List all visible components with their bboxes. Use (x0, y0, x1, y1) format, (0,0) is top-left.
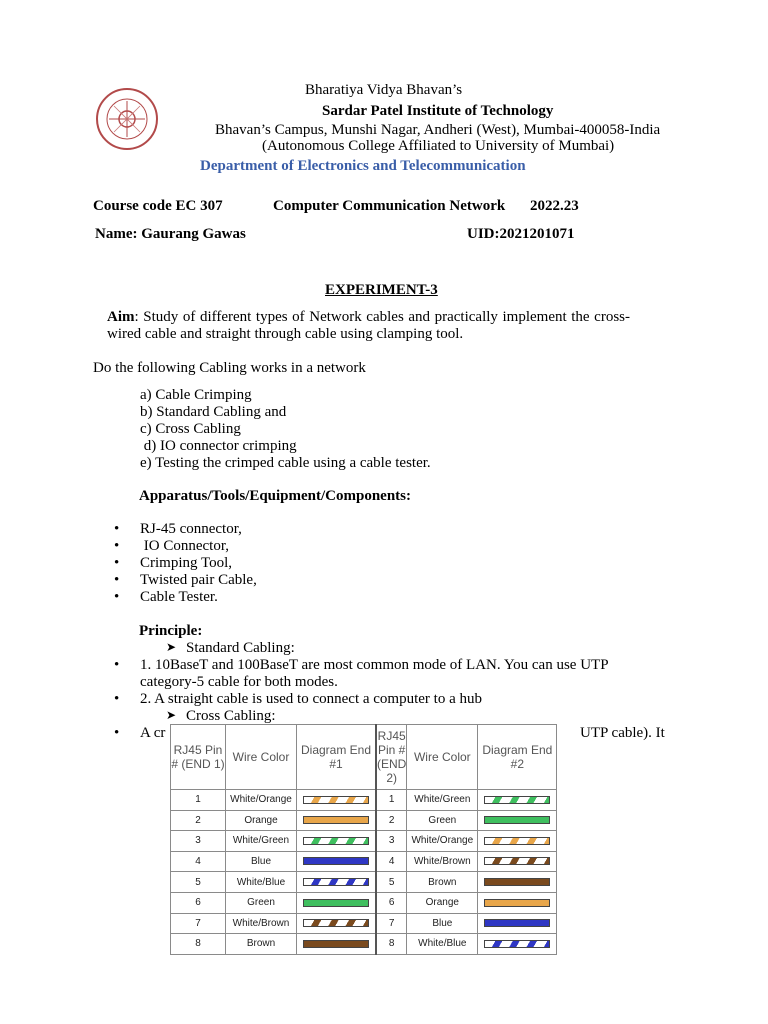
header-address: Bhavan’s Campus, Munshi Nagar, Andheri (West), Mumbai-400058-India (215, 122, 661, 138)
wire-swatch (484, 940, 550, 948)
wire-color-cell: Orange (407, 892, 478, 913)
pin-cell: 3 (171, 831, 226, 852)
apparatus-list (114, 521, 257, 606)
wire-swatch (303, 837, 369, 845)
pinout-table (170, 724, 578, 954)
institute-seal-icon (94, 86, 160, 152)
wire-color-cell: Green (407, 810, 478, 831)
aim-text: : Study of different types of Network cables and practically implement the cross-wired cable and straight through cable using clamping tool. (107, 309, 630, 342)
header-pin-end1: RJ45 Pin # (END 1) (171, 725, 226, 790)
apparatus-heading: Apparatus/Tools/Equipment/Components: (139, 488, 412, 504)
principle-point-1-cont: category-5 cable for both modes. (140, 674, 338, 690)
pin-cell: 5 (171, 872, 226, 893)
header-wire-color-2: Wire Color (407, 725, 478, 790)
principle-point-3-start: • A cr (114, 725, 166, 741)
pin-cell: 7 (376, 913, 407, 934)
list-item: • RJ-45 connector, (114, 521, 242, 537)
wire-swatch (303, 878, 369, 886)
pin-cell: 8 (376, 934, 407, 955)
list-item-text: IO Connector, (140, 538, 229, 554)
wire-diagram-cell (297, 892, 377, 913)
wire-swatch (484, 878, 550, 886)
wire-color-cell: White/Orange (226, 790, 297, 811)
table-row (171, 790, 557, 811)
list-item: • Crimping Tool, (114, 555, 233, 571)
table-row (171, 913, 557, 934)
wire-color-cell: White/Brown (226, 913, 297, 934)
cross-cabling-label: ➤ Cross Cabling: (166, 708, 276, 724)
course-name: Computer Communication Network (273, 198, 506, 214)
table-row (171, 872, 557, 893)
principle-heading: Principle: (139, 623, 203, 639)
wire-color-cell: Blue (407, 913, 478, 934)
wire-color-cell: Green (226, 892, 297, 913)
pin-cell: 6 (171, 892, 226, 913)
wire-diagram-cell (478, 831, 557, 852)
wire-color-cell: Blue (226, 851, 297, 872)
pin-cell: 1 (376, 790, 407, 811)
wire-diagram-cell (297, 872, 377, 893)
header-diagram-end1: Diagram End #1 (297, 725, 377, 790)
wire-diagram-cell (297, 851, 377, 872)
wire-diagram-cell (478, 892, 557, 913)
list-item: • Cable Tester. (114, 589, 218, 605)
wire-diagram-cell (478, 810, 557, 831)
list-item: • Twisted pair Cable, (114, 572, 257, 588)
header-diagram-end2: Diagram End #2 (478, 725, 557, 790)
list-item: a) Cable Crimping (140, 387, 252, 403)
wire-diagram-cell (478, 913, 557, 934)
pin-cell: 5 (376, 872, 407, 893)
list-item: • IO Connector, (114, 538, 229, 554)
aim-label: Aim (107, 309, 135, 325)
list-item-text: Crimping Tool, (140, 555, 233, 571)
list-item-text: Twisted pair Cable, (140, 572, 257, 588)
pin-cell: 3 (376, 831, 407, 852)
student-name: Name: Gaurang Gawas (95, 226, 246, 242)
pin-cell: 1 (171, 790, 226, 811)
task-list (140, 387, 431, 472)
list-item: d) IO connector crimping (140, 438, 297, 454)
table-row (171, 851, 557, 872)
principle-point-1: • 1. 10BaseT and 100BaseT are most common mode of LAN. You can use UTP (114, 657, 609, 673)
wire-color-cell: White/Blue (226, 872, 297, 893)
wire-swatch (484, 796, 550, 804)
list-item: e) Testing the crimped cable using a cable tester. (140, 455, 431, 471)
pin-cell: 4 (171, 851, 226, 872)
wire-color-cell: White/Green (226, 831, 297, 852)
wire-swatch (303, 796, 369, 804)
wire-diagram-cell (478, 934, 557, 955)
wire-color-cell: White/Green (407, 790, 478, 811)
wire-diagram-cell (478, 790, 557, 811)
wire-swatch (303, 940, 369, 948)
wire-color-cell: White/Brown (407, 851, 478, 872)
aim-paragraph (107, 309, 630, 343)
header-trust-name: Bharatiya Vidya Bhavan’s (305, 82, 463, 98)
wire-swatch (484, 899, 550, 907)
wire-diagram-cell (297, 934, 377, 955)
header-institute-name: Sardar Patel Institute of Technology (322, 103, 554, 119)
wire-diagram-cell (297, 790, 377, 811)
wire-color-cell: White/Blue (407, 934, 478, 955)
wire-diagram-cell (478, 872, 557, 893)
wire-diagram-cell (478, 851, 557, 872)
pin-cell: 2 (171, 810, 226, 831)
list-item: b) Standard Cabling and (140, 404, 287, 420)
wire-diagram-cell (297, 810, 377, 831)
wire-swatch (484, 857, 550, 865)
header-wire-color-1: Wire Color (226, 725, 297, 790)
principle-point-3-end: UTP cable). It (580, 725, 665, 741)
table-row (171, 810, 557, 831)
pin-cell: 8 (171, 934, 226, 955)
wire-color-cell: White/Orange (407, 831, 478, 852)
wire-color-cell: Orange (226, 810, 297, 831)
wire-swatch (303, 899, 369, 907)
list-item: c) Cross Cabling (140, 421, 241, 437)
header-affiliation: (Autonomous College Affiliated to University of Mumbai) (262, 138, 615, 154)
wire-swatch (484, 837, 550, 845)
table-row (171, 892, 557, 913)
header-pin-end2: RJ45 Pin # (END 2) (376, 725, 407, 790)
pin-cell: 7 (171, 913, 226, 934)
wire-color-cell: Brown (226, 934, 297, 955)
pin-cell: 4 (376, 851, 407, 872)
wire-diagram-cell (297, 913, 377, 934)
pin-cell: 6 (376, 892, 407, 913)
department-name: Department of Electronics and Telecommunication (200, 158, 526, 174)
wire-swatch (303, 919, 369, 927)
list-item-text: RJ-45 connector, (140, 521, 242, 537)
student-uid: UID:2021201071 (467, 226, 575, 242)
academic-year: 2022.23 (530, 198, 579, 214)
wire-swatch (484, 919, 550, 927)
experiment-title: EXPERIMENT-3 (325, 282, 438, 298)
wire-color-cell: Brown (407, 872, 478, 893)
wire-swatch (484, 816, 550, 824)
wire-diagram-cell (297, 831, 377, 852)
wire-swatch (303, 857, 369, 865)
course-code: Course code EC 307 (93, 198, 223, 214)
principle-point-2: • 2. A straight cable is used to connect a computer to a hub (114, 691, 482, 707)
intro-text: Do the following Cabling works in a network (93, 360, 366, 376)
table-row (171, 831, 557, 852)
table-row (171, 934, 557, 955)
wire-swatch (303, 816, 369, 824)
standard-cabling-label: ➤ Standard Cabling: (166, 640, 295, 656)
list-item-text: Cable Tester. (140, 589, 218, 605)
pin-cell: 2 (376, 810, 407, 831)
